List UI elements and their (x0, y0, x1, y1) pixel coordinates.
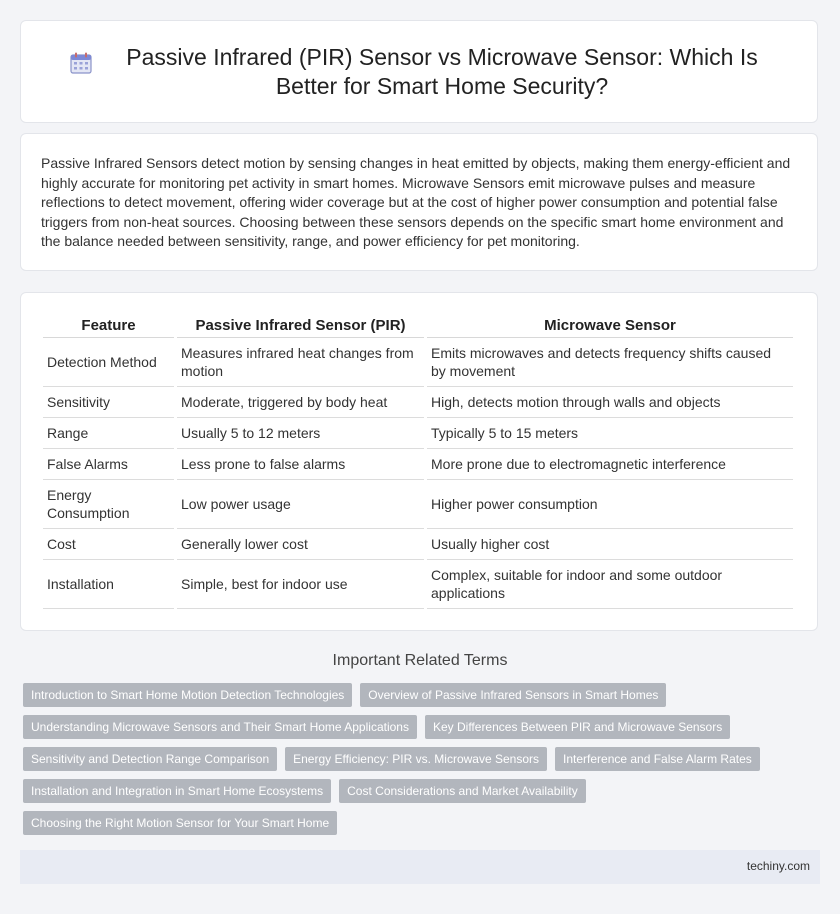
table-cell: More prone due to electromagnetic interference (427, 449, 793, 480)
table-cell: Complex, suitable for indoor and some outdoor applications (427, 560, 793, 609)
table-cell: Sensitivity (43, 387, 174, 418)
table-cell: High, detects motion through walls and objects (427, 387, 793, 418)
table-header-row (43, 313, 793, 338)
related-terms-title: Important Related Terms (332, 652, 508, 669)
table-cell: Less prone to false alarms (177, 449, 424, 480)
table-cell: Simple, best for indoor use (177, 560, 424, 609)
table-cell: Generally lower cost (177, 529, 424, 560)
title-card (20, 20, 818, 123)
intro-card (20, 133, 818, 271)
tag-row (23, 715, 823, 739)
related-term-tag[interactable]: Understanding Microwave Sensors and Their Smart Home Applications (23, 715, 417, 739)
table-cell: Usually 5 to 12 meters (177, 418, 424, 449)
column-header-microwave: Microwave Sensor (427, 313, 793, 338)
table-cell: False Alarms (43, 449, 174, 480)
table-row (43, 560, 793, 609)
tag-row (23, 683, 823, 707)
related-term-tag[interactable]: Cost Considerations and Market Availability (339, 779, 586, 803)
table-cell: Installation (43, 560, 174, 609)
table-row (43, 418, 793, 449)
related-term-tag[interactable]: Installation and Integration in Smart Home Ecosystems (23, 779, 331, 803)
table-cell: Higher power consumption (427, 480, 793, 529)
table-cell: Cost (43, 529, 174, 560)
table-cell: Emits microwaves and detects frequency shifts caused by movement (427, 338, 793, 387)
table-row (43, 449, 793, 480)
related-terms-tags (23, 683, 823, 843)
column-header-pir: Passive Infrared Sensor (PIR) (177, 313, 424, 338)
footer (20, 850, 820, 884)
table-cell: Usually higher cost (427, 529, 793, 560)
table-row (43, 529, 793, 560)
related-term-tag[interactable]: Key Differences Between PIR and Microwave Sensors (425, 715, 730, 739)
title-wrap (69, 43, 769, 101)
calendar-icon (69, 51, 93, 75)
table-cell: Moderate, triggered by body heat (177, 387, 424, 418)
related-term-tag[interactable]: Introduction to Smart Home Motion Detection Technologies (23, 683, 352, 707)
table-cell: Detection Method (43, 338, 174, 387)
table-row (43, 480, 793, 529)
tag-row (23, 811, 823, 835)
table-cell: Measures infrared heat changes from motion (177, 338, 424, 387)
related-term-tag[interactable]: Energy Efficiency: PIR vs. Microwave Sensors (285, 747, 547, 771)
tag-row (23, 779, 823, 803)
table-row (43, 387, 793, 418)
related-terms-section (0, 652, 840, 670)
table-cell: Energy Consumption (43, 480, 174, 529)
table-row (43, 338, 793, 387)
related-term-tag[interactable]: Choosing the Right Motion Sensor for Your Smart Home (23, 811, 337, 835)
page-title: Passive Infrared (PIR) Sensor vs Microwave Sensor: Which Is Better for Smart Home Security? (126, 43, 758, 99)
column-header-feature: Feature (43, 313, 174, 338)
tag-row (23, 747, 823, 771)
related-term-tag[interactable]: Interference and False Alarm Rates (555, 747, 760, 771)
footer-site-name[interactable]: techiny.com (746, 859, 810, 873)
table-cell: Typically 5 to 15 meters (427, 418, 793, 449)
comparison-card (20, 292, 818, 631)
intro-paragraph: Passive Infrared Sensors detect motion by sensing changes in heat emitted by objects, making them energy-efficient and highly accurate for monitoring pet activity in smart homes. Microwave Sensors emit microwave pulses and measure reflections to detect movement, offering wider coverage but at the cost of higher power consumption and potential false triggers from non-heat sources. Choosing between these sensors depends on the specific smart home environment and the balance needed between sensitivity, range, and power efficiency for pet monitoring. (41, 155, 791, 249)
table-cell: Low power usage (177, 480, 424, 529)
related-term-tag[interactable]: Overview of Passive Infrared Sensors in Smart Homes (360, 683, 666, 707)
related-term-tag[interactable]: Sensitivity and Detection Range Comparison (23, 747, 277, 771)
table-cell: Range (43, 418, 174, 449)
comparison-table (40, 313, 796, 609)
